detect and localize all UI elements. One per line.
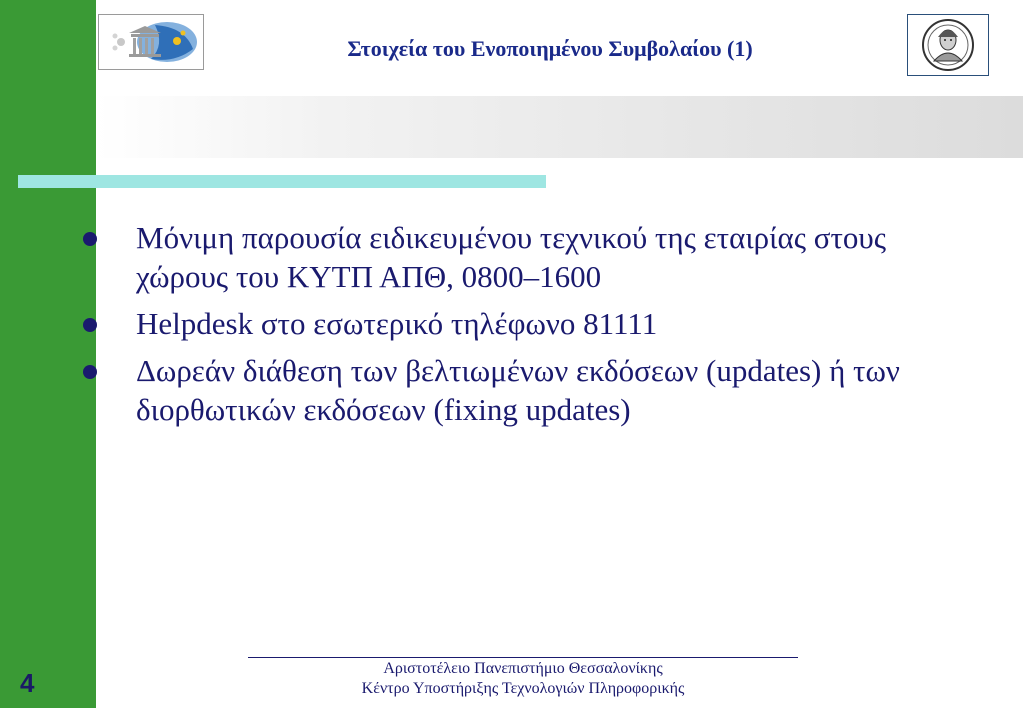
bullet-text: Μόνιμη παρουσία ειδικευμένου τεχνικού της εταιρίας στους χώρους του ΚΥΤΠ ΑΠΘ, 0800–1600 [136,220,887,294]
aristotle-portrait-seal-icon [908,15,988,75]
bullet-text: Δωρεάν διάθεση των βελτιωμένων εκδόσεων (updates) ή των διορθωτικών εκδόσεων (fixing updates) [136,353,900,427]
bullet-icon [83,232,97,246]
footer [248,659,798,699]
footer-department-name: Κέντρο Υποστήριξης Τεχνολογιών Πληροφορικής [361,680,685,697]
header-gradient-band [96,96,1023,158]
footer-university-name: Αριστοτέλειο Πανεπιστήμιο Θεσσαλονίκης [383,660,663,677]
bullet-icon [83,365,97,379]
page-number: 4 [20,668,35,698]
bullet-icon [83,318,97,332]
bullet-text: Helpdesk στο εσωτερικό τηλέφωνο 81111 [136,306,658,341]
university-seal [907,14,989,76]
university-logo [98,14,204,70]
list-item [78,304,978,343]
slide-title: Στοιχεία του Ενοποιημένου Συμβολαίου (1) [347,36,753,61]
university-building-logo-icon [99,15,203,69]
list-item [78,218,978,296]
list-item [78,351,978,429]
footer-divider [248,657,798,658]
bullet-list [78,218,978,437]
accent-divider [18,175,546,188]
